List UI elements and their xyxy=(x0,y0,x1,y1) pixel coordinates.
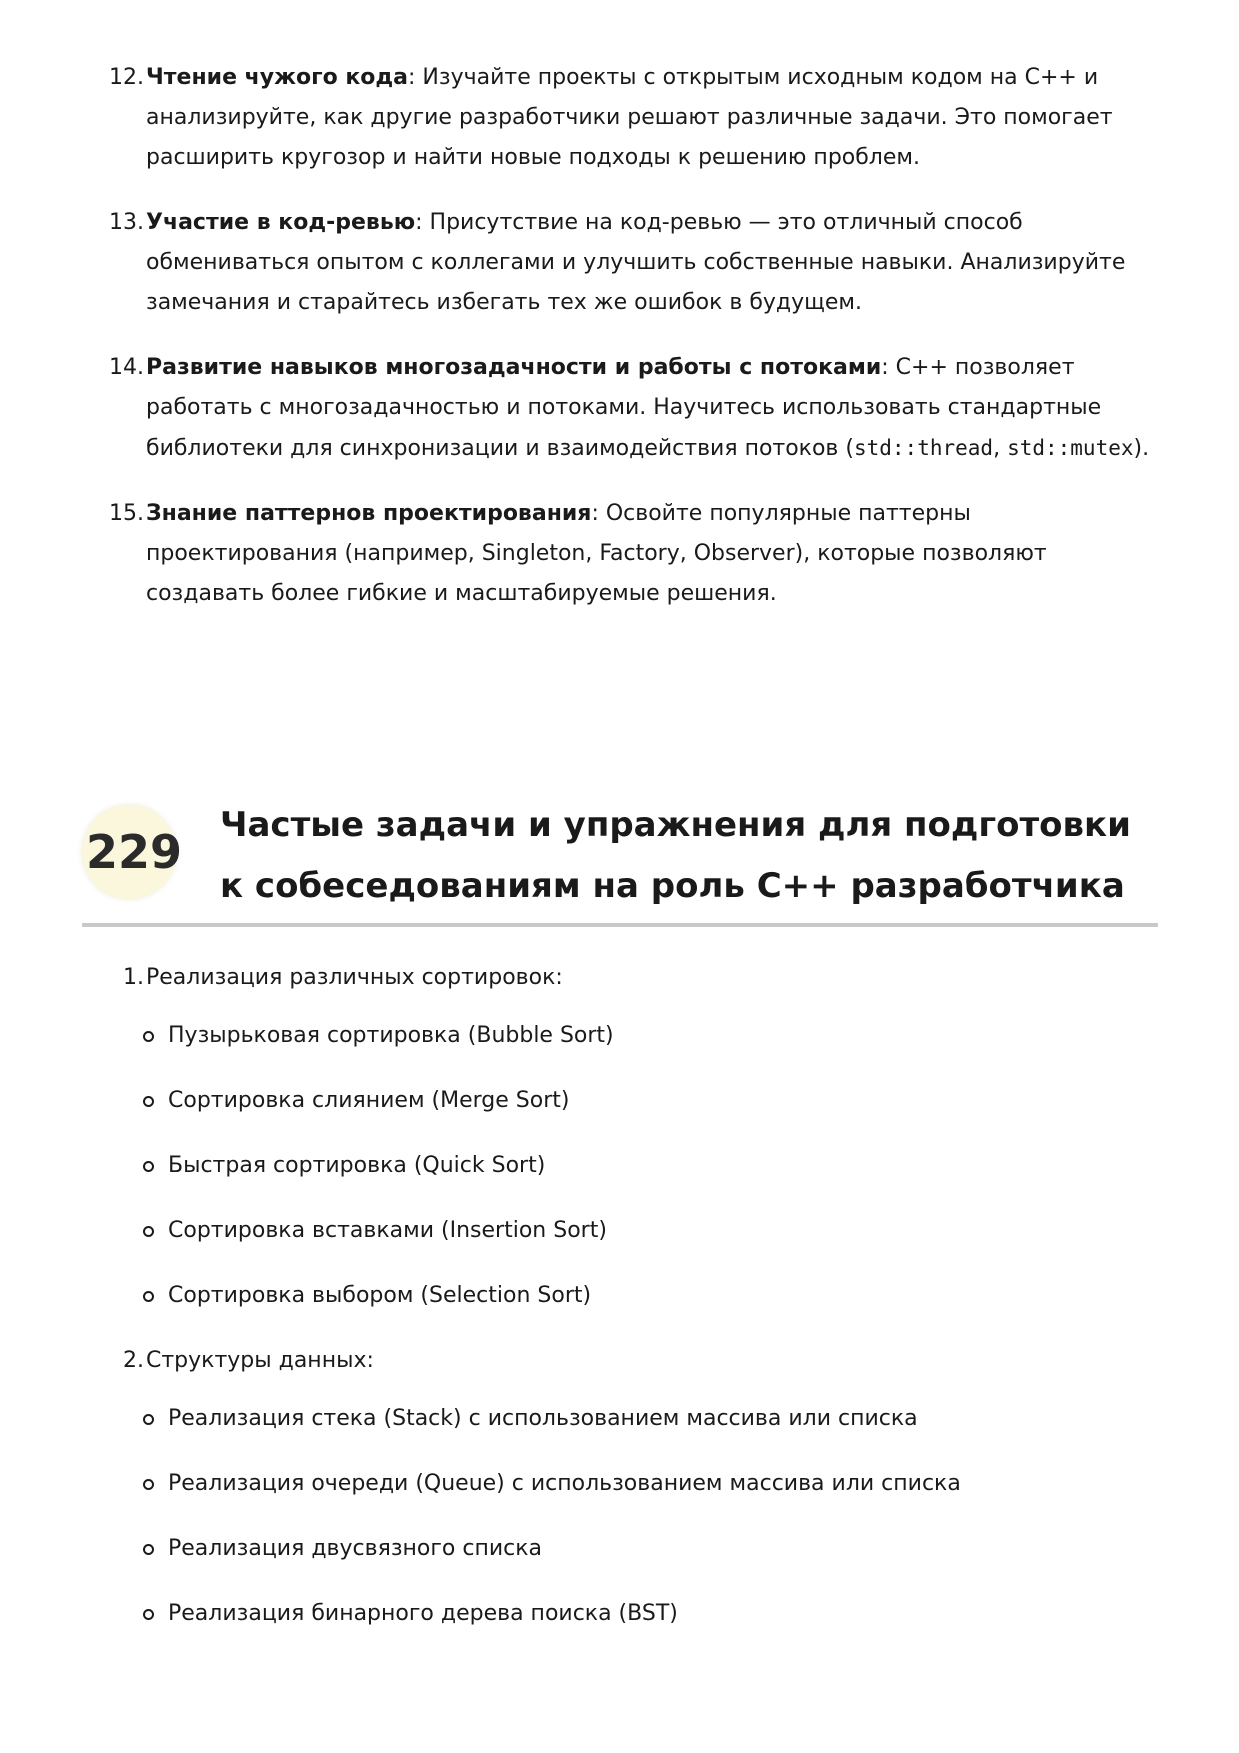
code-std-thread: std::thread xyxy=(853,436,994,460)
sublist-item-text: Пузырьковая сортировка (Bubble Sort) xyxy=(168,1023,614,1048)
bullet-icon xyxy=(143,1161,154,1172)
advice-item xyxy=(106,203,1166,323)
item-text: : Освойте популярные паттерны проектирования (например, Singleton, Factory, Observer), которые позволяют создавать более гибкие и масштабируемые решения. xyxy=(146,501,1047,606)
sublist-item xyxy=(106,1276,1166,1316)
bullet-icon xyxy=(143,1096,154,1107)
item-text: : C++ позволяет работать с многозадачностью и потоками. Научитесь использовать стандартные библиотеки для синхронизации и взаимодействия потоков ( xyxy=(146,355,1102,461)
sublist-item-text: Реализация двусвязного списка xyxy=(168,1536,543,1561)
code-std-mutex: std::mutex xyxy=(1007,436,1134,460)
sublist-item xyxy=(106,1594,1166,1634)
item-title: Чтение чужого кода xyxy=(146,65,409,90)
item-number: 12. xyxy=(109,65,144,90)
sublist-item xyxy=(106,1081,1166,1121)
sublist-item-text: Сортировка вставками (Insertion Sort) xyxy=(168,1218,607,1243)
item-title: Знание паттернов проектирования xyxy=(146,501,592,526)
bullet-icon xyxy=(143,1414,154,1425)
task-number: 1. xyxy=(123,965,144,990)
section-number: 229 xyxy=(86,825,183,879)
sublist-item-text: Реализация очереди (Queue) с использованием массива или списка xyxy=(168,1471,961,1496)
sublist-item xyxy=(106,1016,1166,1056)
section-header xyxy=(82,795,1158,927)
item-title: Развитие навыков многозадачности и работы с потоками xyxy=(146,355,882,380)
sublist-item xyxy=(106,1399,1166,1439)
advice-list xyxy=(106,58,1166,639)
sublist-item-text: Сортировка выбором (Selection Sort) xyxy=(168,1283,592,1308)
task-number: 2. xyxy=(123,1348,144,1373)
task-sublist xyxy=(106,1399,1166,1634)
section-title: Частые задачи и упражнения для подготовки к собеседованиям на роль C++ разработчика xyxy=(220,805,1131,906)
task-list xyxy=(106,958,1166,1659)
item-number: 13. xyxy=(109,210,144,235)
bullet-icon xyxy=(143,1226,154,1237)
task-sublist xyxy=(106,1016,1166,1316)
item-text-end: ). xyxy=(1133,436,1150,461)
item-number: 14. xyxy=(109,355,144,380)
bullet-icon xyxy=(143,1609,154,1620)
sublist-item-text: Реализация стека (Stack) с использованием массива или списка xyxy=(168,1406,918,1431)
code-separator: , xyxy=(993,436,1008,461)
item-number: 15. xyxy=(109,501,144,526)
item-text: : Изучайте проекты с открытым исходным кодом на C++ и анализируйте, как другие разработчики решают различные задачи. Это помогает расширить кругозор и найти новые подходы к решению проблем. xyxy=(146,65,1113,170)
advice-item xyxy=(106,348,1166,469)
bullet-icon xyxy=(143,1544,154,1555)
advice-item xyxy=(106,494,1166,614)
sublist-item-text: Быстрая сортировка (Quick Sort) xyxy=(168,1153,546,1178)
task-label: Структуры данных: xyxy=(146,1348,374,1373)
advice-item xyxy=(106,58,1166,178)
sublist-item-text: Сортировка слиянием (Merge Sort) xyxy=(168,1088,570,1113)
sublist-item xyxy=(106,1529,1166,1569)
sublist-item xyxy=(106,1146,1166,1186)
task-label: Реализация различных сортировок: xyxy=(146,965,563,990)
bullet-icon xyxy=(143,1479,154,1490)
sublist-item-text: Реализация бинарного дерева поиска (BST) xyxy=(168,1601,678,1626)
task-item xyxy=(106,1341,1166,1634)
item-text: : Присутствие на код-ревью — это отличный способ обмениваться опытом с коллегами и улучшить собственные навыки. Анализируйте замечания и старайтесь избегать тех же ошибок в будущем. xyxy=(146,210,1126,315)
task-item xyxy=(106,958,1166,1316)
item-title: Участие в код-ревью xyxy=(146,210,416,235)
bullet-icon xyxy=(143,1291,154,1302)
sublist-item xyxy=(106,1211,1166,1251)
bullet-icon xyxy=(143,1031,154,1042)
sublist-item xyxy=(106,1464,1166,1504)
